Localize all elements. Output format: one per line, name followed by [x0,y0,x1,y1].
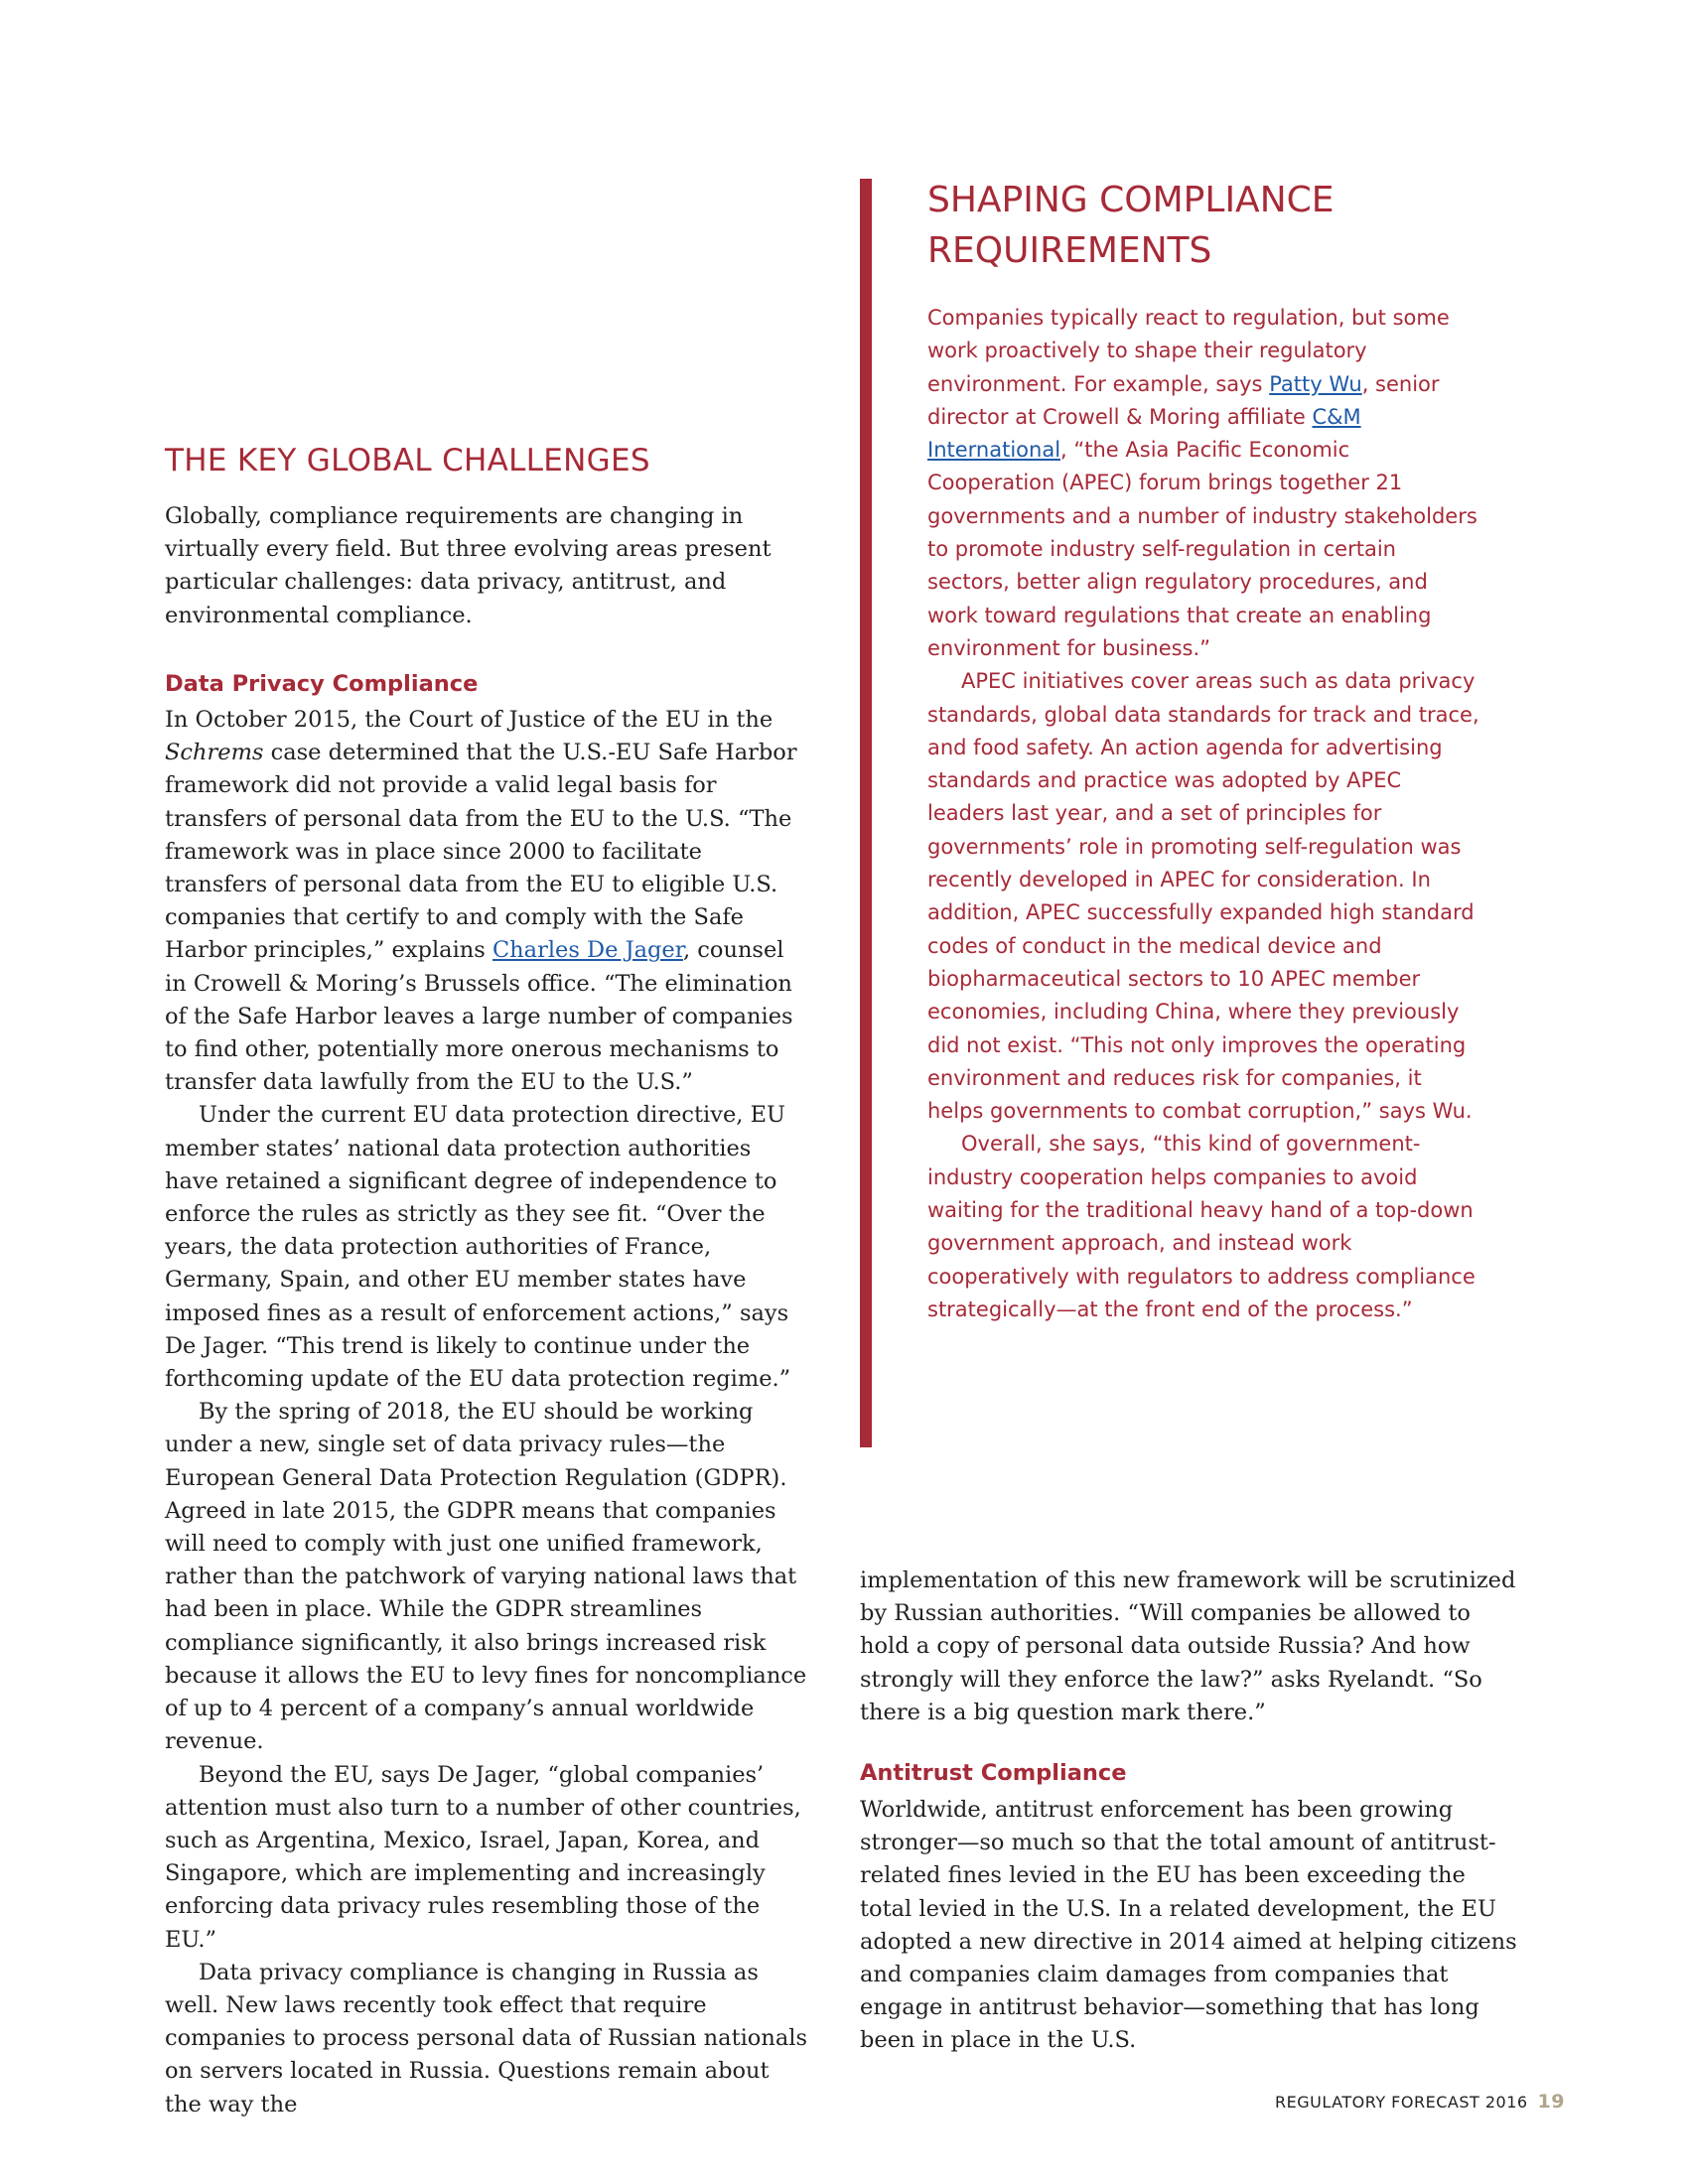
sidebar-title: SHAPING COMPLIANCE REQUIREMENTS [927,180,1335,271]
data-privacy-p4: Beyond the EU, says De Jager, “global companies’ attention must also turn to a number of other countries, such as Argentina, Mexico, Israel, Japan, Korea, and Singapore, which are implementing and increasingly enforcing data privacy rules resembling those of the EU.” [165,1761,801,1953]
link-charles-de-jager[interactable]: Charles De Jager [492,937,683,964]
page-number: 19 [1537,2091,1565,2113]
link-patty-wu[interactable]: Patty Wu [1269,371,1362,396]
data-privacy-p1 [165,704,810,1099]
data-privacy-p5: Data privacy compliance is changing in Russia as well. New laws recently took effect that require companies to process personal data of Russian nationals on servers located in Russia. Questions remain about the way the [165,1959,807,2117]
data-privacy-p3: By the spring of 2018, the EU should be working under a new, single set of data privacy rules—the European General Data Protection Regulation (GDPR). Agreed in late 2015, the GDPR means that companies will need to comply with just one unified framework, rather than the patchwork of varying national laws that had been in place. While the GDPR streamlines compliance significantly, it also brings increased risk because it allows the EU to levy fines for noncompliance of up to 4 percent of a company’s annual worldwide revenue. [165,1399,807,1755]
link-cm-international[interactable]: C&M International [927,404,1361,463]
publication-name: REGULATORY FORECAST 2016 [1275,2093,1528,2112]
sidebar-p1-text-c: , “the Asia Pacific Economic Cooperation (APEC) forum brings together 21 governments and a number of industry stakeholders to promote industry self-regulation in certain sectors, better align regulatory procedures, and work toward regulations that create an enabling environment for business.” [927,438,1477,660]
intro-paragraph [165,500,810,632]
data-privacy-p2: Under the current EU data protection directive, EU member states’ national data protection authorities have retained a significant degree of independence to enforce the rules as strictly as they see fit. “Over the years, the data protection authorities of France, Germany, Spain, and other EU member states have imposed fines as a result of enforcement actions,” says De Jager. “This trend is likely to continue under the forthcoming update of the EU data protection regime.” [165,1102,791,1393]
case-name: Schrems [165,740,264,766]
subhead-antitrust: Antitrust Compliance [860,1760,1127,1786]
sidebar-p1-text-a: Companies typically react to regulation, but some work proactively to shape their regulatory environment. For example, says [927,306,1450,396]
section-heading-key-global-challenges: THE KEY GLOBAL CHALLENGES [165,443,650,478]
sidebar-p1 [927,302,1483,665]
p1-text-b: case determined that the U.S.-EU Safe Harbor framework did not provide a valid legal basis for transfers of personal data from the EU to the U.S. “The framework was in place since 2000 to facilitate transfers of personal data from the EU to eligible U.S. companies that certify to and comply with the Safe Harbor principles,” explains [165,740,797,964]
right-column-continuation [860,1565,1521,1729]
sidebar-p2: APEC initiatives cover areas such as data privacy standards, global data standards for track and trace, and food safety. An action agenda for advertising standards and practice was adopted by APEC leaders last year, and a set of principles for governments’ role in promoting self-regulation was recently developed in APEC for consideration. In addition, APEC successfully expanded high standard codes of conduct in the medical device and biopharmaceutical sectors to 10 APEC member economies, including China, where they previously did not exist. “This not only improves the operating environment and reduces risk for companies, it helps governments to combat corruption,” says Wu. [927,669,1479,1124]
sidebar-p3: Overall, she says, “this kind of government-industry cooperation helps companies to avoid waiting for the traditional heavy hand of a top-down government approach, and instead work cooperatively with regulators to address compliance strategically—at the front end of the process.” [927,1132,1476,1321]
p1-text-a: In October 2015, the Court of Justice of the EU in the [165,707,774,733]
antitrust-body [860,1794,1521,2058]
p1-text-c: , counsel in Crowell & Moring’s Brussels office. “The elimination of the Safe Harbor leaves a large number of companies to find other, potentially more onerous mechanisms to transfer data lawfully from the EU to the U.S.” [165,937,793,1096]
page-footer [1275,2091,1565,2113]
subhead-data-privacy: Data Privacy Compliance [165,671,479,697]
data-privacy-body [165,704,810,2121]
antitrust-p1: Worldwide, antitrust enforcement has been growing stronger—so much so that the total amount of antitrust-related fines levied in the EU has been exceeding the total levied in the U.S. In a related development, the EU adopted a new directive in 2014 aimed at helping citizens and companies claim damages from companies that engage in antitrust behavior—something that has long been in place in the U.S. [860,1797,1517,2054]
continuation-text: implementation of this new framework will be scrutinized by Russian authorities. “Will companies be allowed to hold a copy of personal data outside Russia? And how strongly will they enforce the law?” asks Ryelandt. “So there is a big question mark there.” [860,1568,1516,1725]
sidebar-body [927,302,1483,1326]
sidebar-p1-text-b: , senior director at Crowell & Moring affiliate [927,371,1440,429]
sidebar-accent-bar [860,179,872,1447]
intro-text: Globally, compliance requirements are changing in virtually every field. But three evolving areas present particular challenges: data privacy, antitrust, and environmental compliance. [165,503,772,628]
